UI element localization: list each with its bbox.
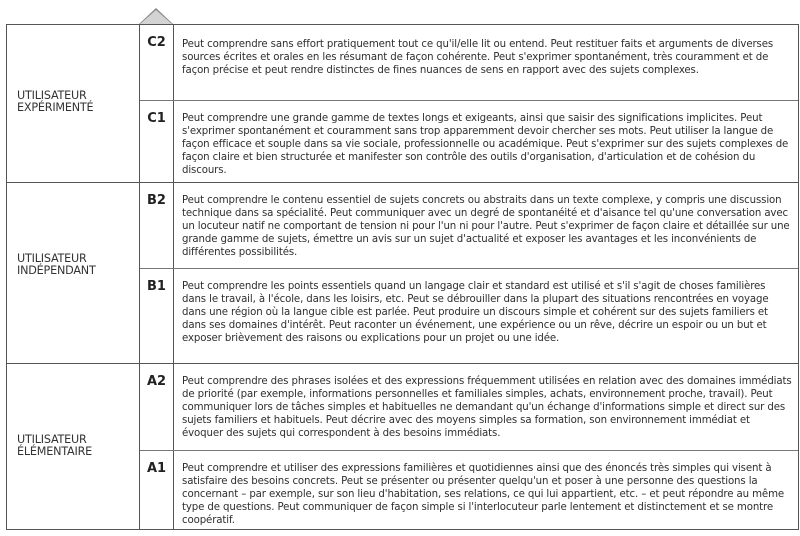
- group-label-line1: UTILISATEUR: [17, 433, 87, 446]
- level-code: C2: [140, 25, 174, 100]
- level-description: Peut comprendre sans effort pratiquement tout ce qu'il/elle lit ou entend. Peut restituer faits et arguments de diverses sources écrites et orales en les résumant de façon cohérente. Peut s'exprimer spontanément, très couramment et de façon précise et peut rendre distinctes de fines nuances de sens en rapport avec des sujets complexes.: [182, 39, 774, 77]
- level-code: A1: [140, 451, 174, 529]
- level-code: A2: [140, 364, 174, 450]
- group-label-line1: UTILISATEUR: [17, 252, 87, 265]
- group-label-line2: ÉLÉMENTAIRE: [17, 445, 93, 458]
- group-experimente: [7, 25, 798, 183]
- group-independant: [7, 183, 798, 364]
- group-label-line2: EXPÉRIMENTÉ: [17, 101, 94, 114]
- up-arrow-icon-fill: [140, 10, 172, 24]
- cefr-levels-table: [6, 24, 799, 530]
- group-label: [7, 364, 140, 529]
- level-row-a2: [140, 364, 798, 450]
- level-code: B2: [140, 183, 174, 268]
- level-row-b1: [140, 268, 798, 364]
- level-code: C1: [140, 101, 174, 183]
- level-description: Peut comprendre une grande gamme de textes longs et exigeants, ainsi que saisir des significations implicites. Peut s'exprimer spontanément et couramment sans trop apparemment devoir chercher ses mots. Peut utiliser la langue de façon efficace et souple dans sa vie sociale, professionnelle ou académique. Peut s'exprimer sur des sujets complexes de façon claire et bien structurée et manifester son contrôle des outils d'organisation, d'articulation et de cohésion du discours.: [182, 113, 789, 177]
- level-description: Peut comprendre des phrases isolées et des expressions fréquemment utilisées en relation avec des domaines immédiats de priorité (par exemple, informations personnelles et familiales simples, achats, environnement proche, travail). Peut communiquer lors de tâches simples et habituelles ne demandant qu'un échange d'informations simple et direct sur des sujets familiers et habituels. Peut décrire avec des moyens simples sa formation, son environnement immédiat et évoquer des sujets qui correspondent à des besoins immédiats.: [182, 376, 792, 440]
- level-description: Peut comprendre et utiliser des expressions familières et quotidiennes ainsi que des énoncés très simples qui visent à satisfaire des besoins concrets. Peut se présenter ou présenter quelqu'un et poser à une personne des questions la concernant – par exemple, sur son lieu d'habitation, ses relations, ce qui lui appartient, etc. – et peut répondre au même type de questions. Peut communiquer de façon simple si l'interlocuteur parle lentement et distinctement et se montre coopératif.: [182, 463, 785, 527]
- level-description: Peut comprendre les points essentiels quand un langage clair et standard est utilisé et s'il s'agit de choses familières dans le travail, à l'école, dans les loisirs, etc. Peut se débrouiller dans la plupart des situations rencontrées en voyage dans une région où la langue cible est parlée. Peut produire un discours simple et cohérent sur des sujets familiers et dans ses domaines d'intérêt. Peut raconter un événement, une expérience ou un rêve, décrire un espoir ou un but et exposer brièvement des raisons ou explications pour un projet ou une idée.: [182, 281, 769, 345]
- group-label-line2: INDÉPENDANT: [17, 264, 96, 277]
- level-row-c1: [140, 100, 798, 183]
- group-label-line1: UTILISATEUR: [17, 89, 87, 102]
- group-elementaire: [7, 364, 798, 529]
- level-row-c2: [140, 25, 798, 100]
- level-description: Peut comprendre le contenu essentiel de sujets concrets ou abstraits dans un texte complexe, y compris une discussion technique dans sa spécialité. Peut communiquer avec un degré de spontanéité et d'aisance tel qu'une conversation avec un locuteur natif ne comportant de tension ni pour l'un ni pour l'autre. Peut s'exprimer de façon claire et détaillée sur une grande gamme de sujets, émettre un avis sur un sujet d'actualité et exposer les avantages et les inconvénients de différentes possibilités.: [182, 195, 790, 259]
- group-label: [7, 183, 140, 363]
- group-label: [7, 25, 140, 182]
- level-code: B1: [140, 269, 174, 364]
- level-row-b2: [140, 183, 798, 268]
- level-row-a1: [140, 450, 798, 529]
